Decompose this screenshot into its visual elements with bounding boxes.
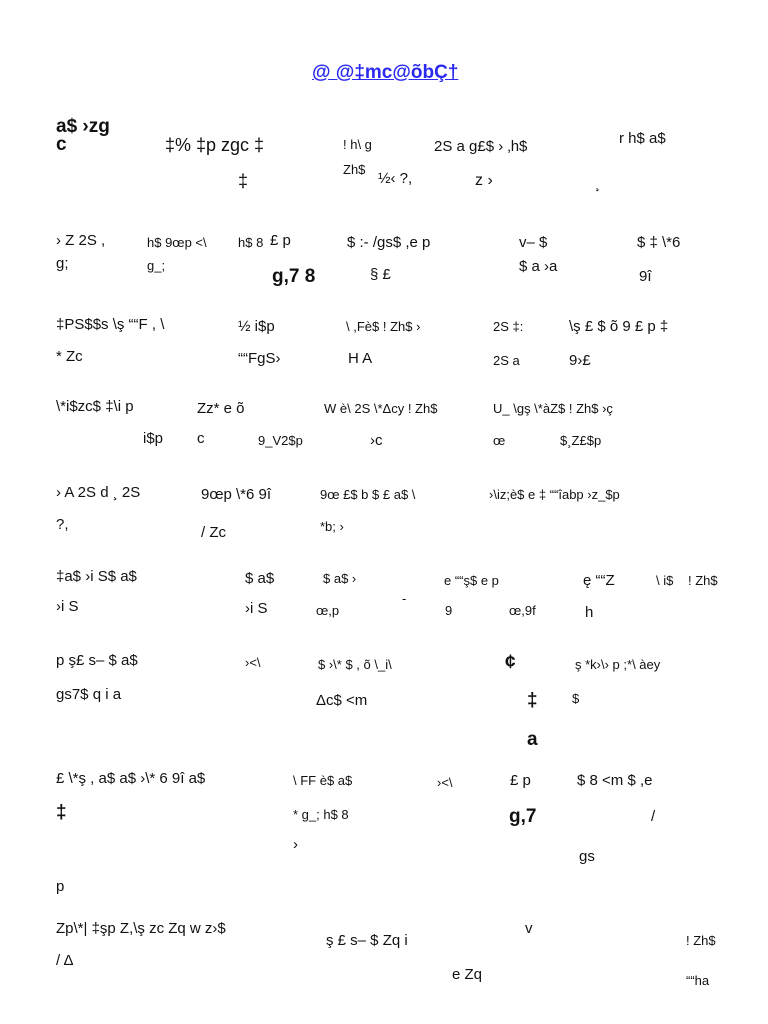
text-fragment: 9_V2$p (258, 433, 303, 448)
text-fragment: ›i S (245, 600, 268, 617)
text-fragment: r h$ a$ (619, 130, 666, 147)
text-fragment: ‡% ‡p zgc ‡ (165, 135, 265, 155)
text-fragment: *b; › (320, 519, 344, 534)
text-fragment: 9œ £$ b $ £ a$ \ (320, 487, 416, 502)
text-fragment: \ i$ (656, 573, 674, 588)
text-fragment: Zp\*| ‡şp Z,\ş zc Zq w z›$ (56, 920, 226, 937)
text-fragment: Zh$ (343, 162, 366, 177)
text-fragment: ›\iz;è$ e ‡ ““îabp ›z_$p (489, 487, 620, 502)
text-fragment: ¸ (595, 175, 600, 192)
text-fragment: U_ \gş \*àZ$ ! Zh$ ›ç (493, 401, 613, 416)
text-fragment: gs (579, 848, 595, 865)
text-fragment: $ ›\* $ , õ \_i\ (318, 657, 392, 672)
text-fragment: ›c (370, 432, 383, 449)
text-fragment: ş *k›\› p ;*\ àey (575, 657, 661, 672)
text-fragment: ›i S (56, 598, 79, 615)
text-fragment: a (527, 729, 538, 750)
text-fragment: › Z 2S , (56, 232, 106, 249)
text-fragment: 9î (639, 268, 652, 285)
text-fragment: ½ i$p (238, 318, 275, 335)
text-fragment: › A 2S d ¸ 2S (56, 484, 141, 501)
text-fragment: ?, (56, 516, 69, 533)
text-fragment: * Zc (56, 348, 83, 365)
text-fragment: ş £ s– $ Zq i (326, 932, 408, 949)
text-fragment: $ 8 <m $ ,e (577, 772, 653, 789)
text-fragment: œ (493, 433, 506, 448)
text-fragment: œ,9f (509, 603, 536, 618)
text-fragment: $ a ›a (519, 258, 558, 275)
text-fragment: ¢ (505, 652, 516, 673)
text-fragment: z › (475, 172, 493, 189)
text-fragment: gs7$ q i a (56, 686, 122, 703)
text-fragment: 9 (445, 603, 453, 618)
text-fragment: 2S a g£$ › ‚h$ (434, 138, 528, 155)
text-fragment: Zz* e õ (197, 400, 245, 417)
text-fragment: / Δ (56, 952, 74, 969)
text-fragment: ““FgS› (238, 350, 281, 367)
text-fragment: ‡a$ ›i S$ a$ (56, 568, 137, 585)
text-fragment: e ““ş$ e p (444, 573, 499, 588)
text-fragment: \ FF è$ a$ (293, 773, 353, 788)
text-fragment: \ ,Fè$ ! Zh$ › (346, 319, 421, 334)
text-fragment: ½‹ ?, (378, 170, 413, 187)
text-fragment: $ ‡ \*6 (637, 234, 681, 251)
text-fragment: g,7 8 (272, 266, 316, 287)
text-fragment: p (56, 878, 65, 895)
text-fragment: h$ 8 (238, 235, 264, 250)
text-fragment: $ a$ › (323, 571, 357, 586)
text-fragment: $ (572, 691, 580, 706)
text-fragment: ›<\ (245, 655, 261, 670)
text-fragment: ‡ (527, 690, 538, 711)
text-fragment: ““ha (686, 973, 710, 988)
text-fragment: p ş£ s– $ a$ (56, 652, 138, 669)
text-fragment: h (585, 604, 594, 621)
text-fragment: g; (56, 255, 69, 272)
header-link[interactable]: @ @‡mc@õbÇ† (312, 62, 459, 83)
text-fragment: 9›£ (569, 352, 591, 369)
text-fragment: - (402, 591, 407, 606)
text-fragment: H A (348, 350, 373, 367)
text-fragment: ‡ (238, 171, 249, 191)
text-fragment: g,7 (509, 806, 537, 827)
text-fragment: 2S ‡: (493, 319, 524, 334)
text-fragment: ‡ (56, 802, 67, 823)
text-fragment: £ p (270, 232, 291, 249)
text-fragment: $¸Z£$p (560, 433, 602, 448)
text-fragment: \ş £ $ õ 9 £ p ‡ (569, 318, 669, 335)
text-fragment: v (525, 920, 533, 937)
text-fragment: * g_; h$ 8 (293, 807, 349, 822)
text-fragment: h$ 9œp <\ (147, 235, 207, 250)
text-fragment: e Zq (452, 966, 483, 983)
text-fragment: Δc$ <m (316, 692, 368, 709)
text-fragment: g_; (147, 258, 166, 273)
text-fragment: $ a$ (245, 570, 275, 587)
text-fragment: a$ ›zg (56, 116, 110, 137)
text-fragment: / (651, 808, 656, 825)
text-fragment: W è\ 2S \*Δcy ! Zh$ (324, 401, 438, 416)
text-fragment: v– $ (519, 234, 548, 251)
text-fragment: $ :- /gs$ ,e p (347, 234, 431, 251)
text-fragment: ę ““Z (583, 572, 615, 589)
text-fragment: § £ (370, 266, 391, 283)
text-fragment: £ \*ş , a$ a$ ›\* 6 9î a$ (56, 770, 206, 787)
text-fragment: c (56, 134, 67, 155)
text-fragment: / Zc (201, 524, 226, 541)
text-fragment: ! Zh$ (686, 933, 716, 948)
text-fragment: 2S a (493, 353, 520, 368)
text-fragment: œ,p (316, 603, 340, 618)
text-fragment: £ p (510, 772, 531, 789)
text-fragment: i$p (143, 430, 164, 447)
text-fragment: \*i$zc$ ‡\i p (56, 398, 134, 415)
text-fragment: ! h\ g (343, 137, 372, 152)
text-fragment: ! Zh$ (688, 573, 718, 588)
text-fragment: › (293, 836, 298, 853)
text-fragment: 9œp \*6 9î (201, 486, 272, 503)
text-fragment: ‡PS$$s \ş ““F , \ (56, 316, 165, 333)
text-fragment: ›<\ (437, 775, 453, 790)
text-fragment: c (197, 430, 205, 447)
